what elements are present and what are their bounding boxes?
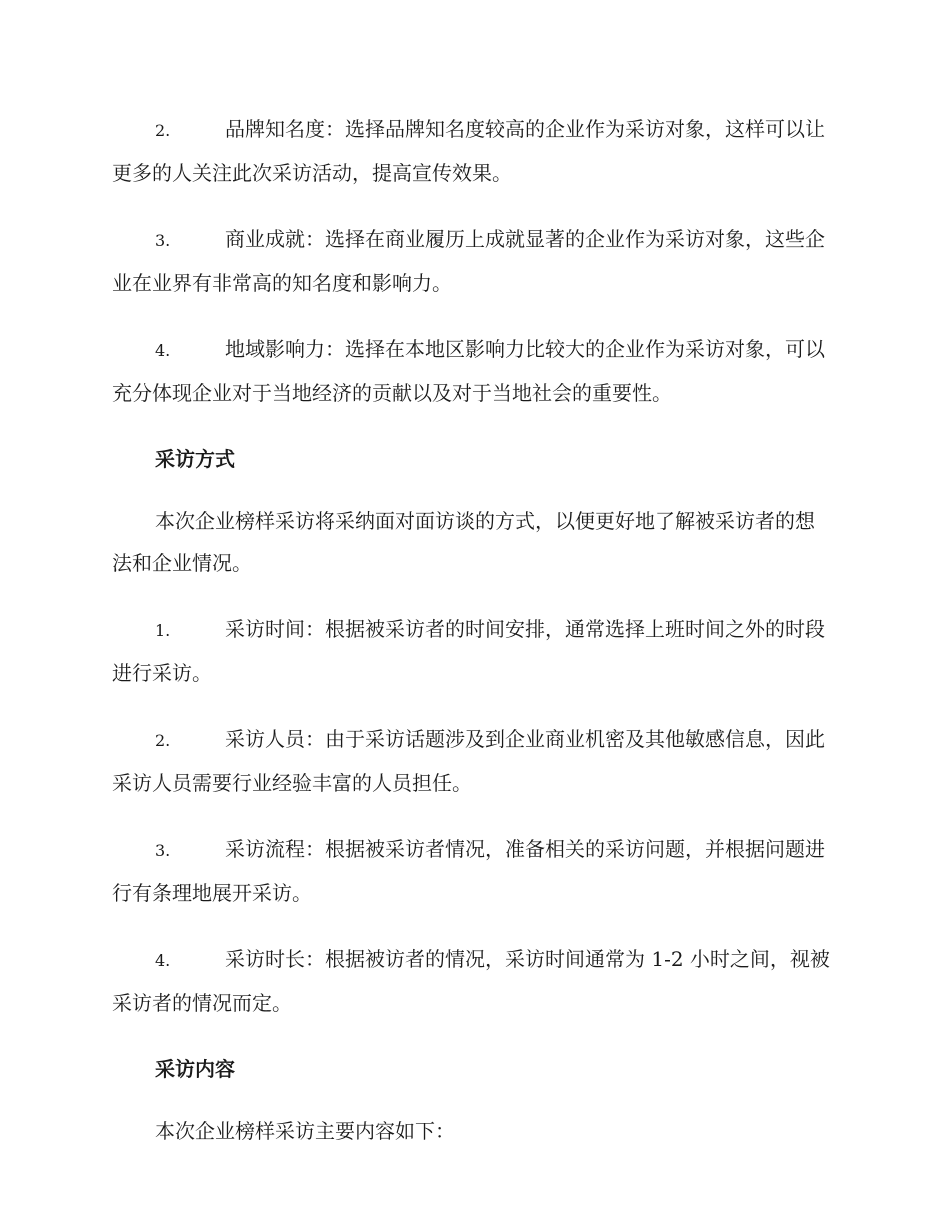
list-item: [112, 938, 834, 1024]
list-number: 2.: [155, 121, 171, 140]
list-number: 3.: [155, 841, 171, 860]
list-text: 采访人员：由于采访话题涉及到企业商业机密及其他敏感信息，因此采访人员需要行业经验丰富的人员担任。: [112, 727, 825, 795]
list-text: 采访时间：根据被采访者的时间安排，通常选择上班时间之外的时段进行采访。: [112, 617, 825, 685]
list-number: 1.: [155, 621, 171, 640]
list-item: [112, 828, 834, 914]
list-text: 品牌知名度：选择品牌知名度较高的企业作为采访对象，这样可以让更多的人关注此次采访活动，提高宣传效果。: [112, 117, 825, 185]
list-text: 地域影响力：选择在本地区影响力比较大的企业作为采访对象，可以充分体现企业对于当地经济的贡献以及对于当地社会的重要性。: [112, 337, 825, 405]
list-item: [112, 328, 834, 414]
document-page: [112, 108, 834, 1176]
section-heading-content: 采访内容: [155, 1057, 235, 1081]
section-intro-method: 本次企业榜样采访将采纳面对面访谈的方式，以便更好地了解被采访者的想法和企业情况。: [112, 509, 815, 575]
list-item: [112, 108, 834, 194]
list-item: [112, 608, 834, 694]
list-item: [112, 718, 834, 804]
list-text: 采访时长：根据被访者的情况，采访时间通常为 1-2 小时之间，视被采访者的情况而定。: [112, 947, 830, 1015]
section-intro-content: 本次企业榜样采访主要内容如下：: [155, 1119, 455, 1143]
list-number: 3.: [155, 231, 171, 250]
list-number: 4.: [155, 951, 171, 970]
list-item: [112, 218, 834, 304]
list-text: 采访流程：根据被采访者情况，准备相关的采访问题，并根据问题进行有条理地展开采访。: [112, 837, 825, 905]
section-heading-method: 采访方式: [155, 447, 235, 471]
list-text: 商业成就：选择在商业履历上成就显著的企业作为采访对象，这些企业在业界有非常高的知名度和影响力。: [112, 227, 825, 295]
list-number: 2.: [155, 731, 171, 750]
list-number: 4.: [155, 341, 171, 360]
